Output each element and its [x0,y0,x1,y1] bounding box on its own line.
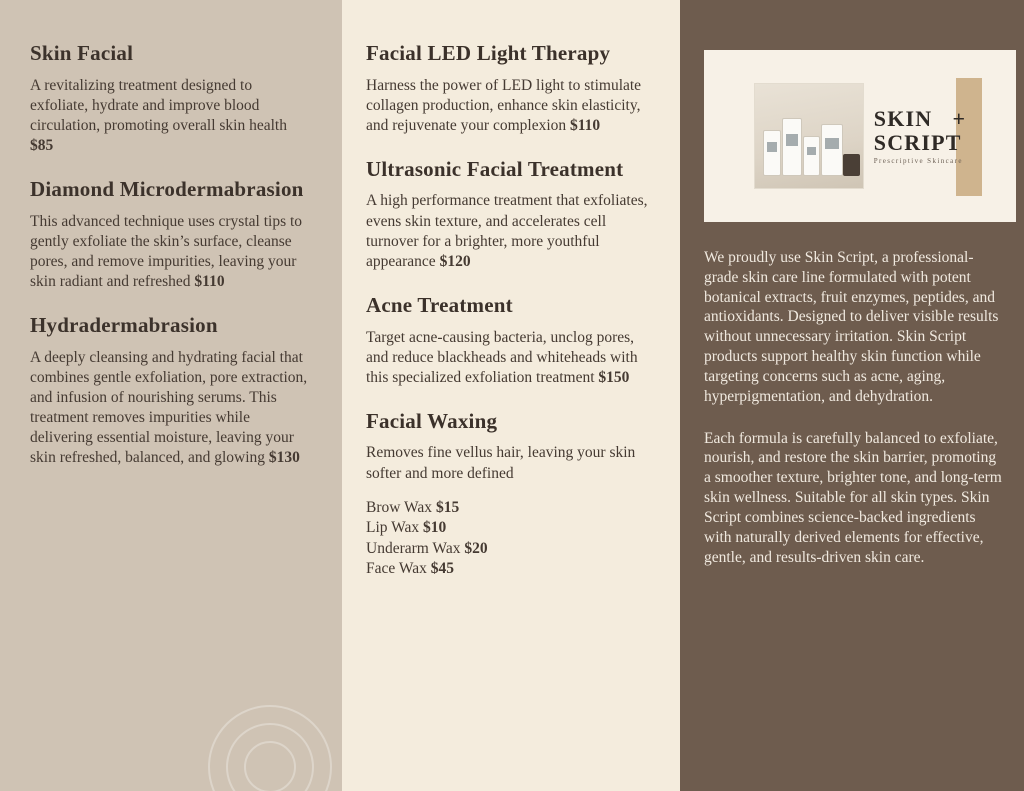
brand-name-line2: SCRIPT [873,129,962,155]
middle-services-column [342,0,680,791]
brand-name-skin: SKIN [873,105,933,131]
service-title: Facial Waxing [366,408,498,433]
waxing-price: $20 [464,539,488,557]
waxing-label: Face Wax [366,560,431,578]
waxing-price: $45 [430,560,454,578]
product-bottle-icon [763,130,781,176]
service-description-text: Removes fine vellus hair, leaving your skin softer and more defined [366,444,636,482]
list-item [366,518,654,538]
service-description [366,328,654,388]
service-price: $130 [268,449,300,467]
brand-plus-icon: + [952,105,967,131]
service-title: Acne Treatment [366,293,513,318]
service-item [366,410,654,580]
service-description [366,191,654,272]
decorative-ring-inner [244,741,296,791]
waxing-label: Underarm Wax [366,539,465,557]
list-item [366,498,654,518]
service-description-text: A high performance treatment that exfoliates, evens skin texture, and accelerates cell turnover for a brighter, more youthful appearance [366,192,648,270]
waxing-label: Lip Wax [366,519,424,537]
left-services-column [0,0,342,791]
service-description-text: This advanced technique uses crystal tips to gently exfoliate the skin’s surface, cleanse pores, and remove impurities, leaving your skin radiant and refreshed [30,212,303,291]
service-description [30,348,314,469]
service-item [30,178,314,292]
service-title: Diamond Microdermabrasion [30,177,304,202]
waxing-label: Brow Wax [366,498,436,516]
service-description [30,212,314,293]
service-description-text: A deeply cleansing and hydrating facial that combines gentle exfoliation, pore extraction, and infusion of nourishing serums. This treatment removes impurities while delivering essential moisture, leaving your skin refreshed, balanced, and glowing [30,348,308,467]
product-bottle-icon [803,136,820,176]
service-item [30,314,314,468]
brand-tagline: Prescriptive Skincare [873,156,963,165]
brand-paragraph: We proudly use Skin Script, a professional-grade skin care line formulated with potent botanical extracts, fruit enzymes, peptides, and antioxidants. Designed to deliver visible results without unnecessary irritation. Skin Script products support healthy skin function while targeting concerns such as acne, aging, hyperpigmentation, and dehydration. [704,249,999,405]
product-jar-icon [843,154,860,176]
brand-card [704,50,1016,222]
service-title: Hydradermabrasion [30,313,218,338]
waxing-price-list [366,498,654,580]
service-item [366,42,654,136]
service-price: $110 [570,116,601,134]
service-description [366,76,654,136]
service-price: $110 [194,273,225,291]
service-description-text: Target acne-causing bacteria, unclog pores, and reduce blackheads and whiteheads with this specialized exfoliation treatment [366,328,638,386]
list-item [366,559,654,579]
service-description-text: A revitalizing treatment designed to exfoliate, hydrate and improve blood circulation, promoting overall skin health [30,76,287,134]
service-title: Ultrasonic Facial Treatment [366,156,624,181]
service-title: Skin Facial [30,41,134,65]
service-item [30,42,314,156]
product-bottle-icon [782,118,802,176]
brand-wordmark [873,105,967,165]
service-description-text: Harness the power of LED light to stimulate collagen production, enhance skin elasticity, and rejuvenate your complexion [366,76,642,134]
service-item [366,294,654,388]
product-bottle-icon [821,124,843,176]
service-price: $85 [30,136,54,154]
product-photo [754,83,864,189]
list-item [366,539,654,559]
service-price: $120 [439,252,471,270]
service-description [366,443,654,483]
brand-name-line1 [873,105,967,131]
right-brand-column [680,0,1024,791]
decorative-ring-outer [208,705,332,791]
service-description [30,76,314,157]
service-price: $150 [598,368,630,386]
waxing-price: $15 [435,498,460,516]
brand-paragraph: Each formula is carefully balanced to exfoliate, nourish, and restore the skin barrier, promoting a smoother texture, brighter tone, and long-term skin wellness. Suitable for all skin types. Skin Script combines science-backed ingredients with naturally derived elements for effective, gentle, and results-driven skin care. [704,429,1002,566]
decorative-ring-middle [226,723,314,791]
service-item [366,158,654,272]
service-title: Facial LED Light Therapy [366,41,611,65]
waxing-price: $10 [423,519,447,537]
brand-card-content [754,83,966,189]
